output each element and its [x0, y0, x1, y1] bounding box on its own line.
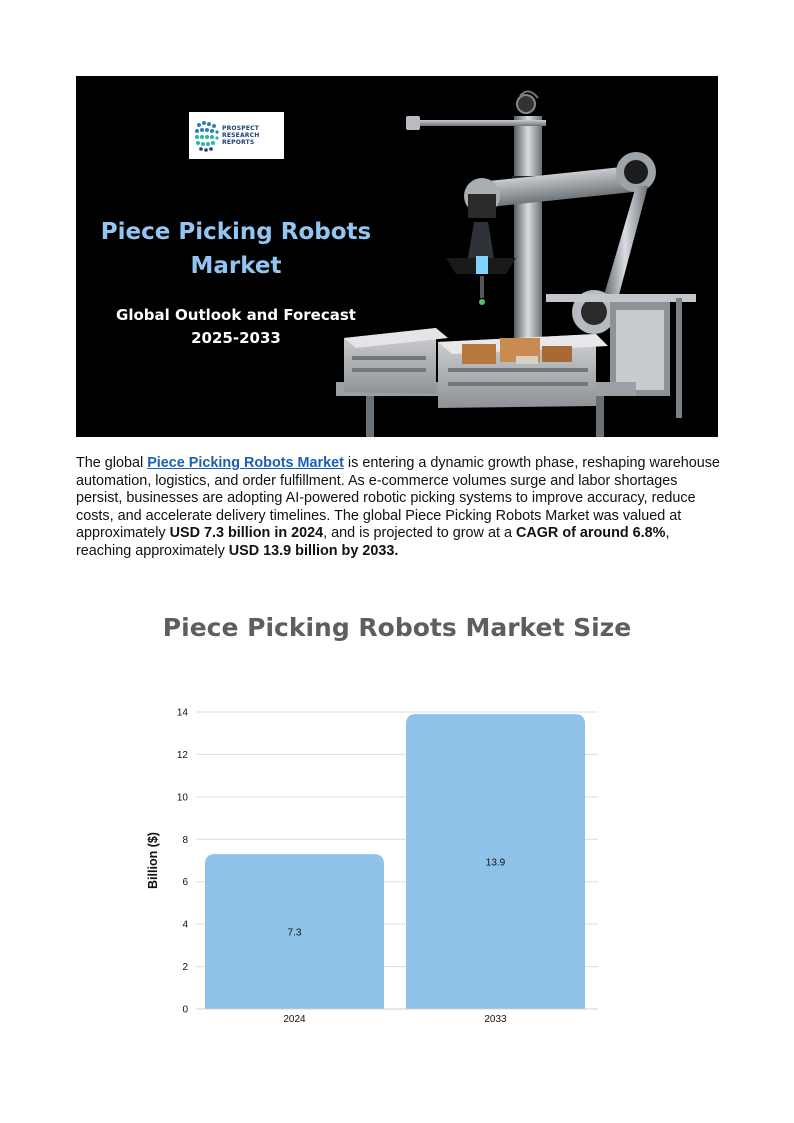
intro-text-4: , reaching approximately — [76, 525, 670, 559]
banner-title-line1: Piece Picking Robots — [100, 219, 372, 245]
y-tick-label: 8 — [182, 834, 188, 846]
intro-value-2033: USD 13.9 billion by 2033. — [228, 542, 399, 559]
hero-banner — [76, 76, 718, 437]
logo-line1: PROSPECT — [222, 125, 260, 132]
y-tick-label: 14 — [176, 707, 188, 719]
banner-subtitle-line1: Global Outlook and Forecast — [116, 306, 356, 324]
y-tick-label: 0 — [182, 1004, 188, 1016]
y-tick-label: 10 — [176, 792, 188, 804]
y-tick-label: 4 — [182, 919, 188, 931]
intro-cagr: CAGR of around 6.8% — [515, 525, 666, 541]
y-tick-label: 12 — [176, 749, 188, 761]
chart-title: Piece Picking Robots Market Size — [162, 613, 632, 642]
data-label: 7.3 — [287, 927, 302, 939]
banner-subtitle — [98, 304, 374, 350]
x-tick-label: 2033 — [484, 1014, 507, 1025]
company-logo — [189, 112, 284, 159]
data-label: 13.9 — [485, 857, 506, 869]
banner-subtitle-line2: 2025-2033 — [191, 329, 281, 347]
x-tick-label: 2024 — [283, 1014, 306, 1025]
intro-text-1: The global — [76, 455, 148, 471]
market-report-link[interactable]: Piece Picking Robots Market — [147, 455, 344, 471]
banner-title — [98, 215, 374, 283]
y-tick-label: 2 — [182, 962, 188, 974]
logo-wordmark — [222, 125, 284, 146]
intro-value-2024: USD 7.3 billion in 2024 — [169, 525, 324, 541]
logo-line2: RESEARCH REPORTS — [222, 132, 260, 146]
banner-title-line2: Market — [190, 253, 282, 279]
y-tick-label: 6 — [182, 877, 188, 889]
market-size-bar-chart — [130, 700, 630, 1030]
y-axis-label: Billion ($) — [146, 832, 160, 889]
intro-text-3: , and is projected to grow at a — [323, 525, 516, 541]
globe-icon — [193, 117, 219, 155]
intro-paragraph — [76, 455, 721, 560]
intro-text-2: is entering a dynamic growth phase, reshaping warehouse automation, logistics, and order fulfillment. As e-commerce volumes surge and labor shortages persist, businesses are adopting AI-powered robotic picking systems to improve accuracy, reduce costs, and accelerate delivery timelines. The global Piece Picking Robots Market was valued at approximately — [76, 455, 720, 541]
